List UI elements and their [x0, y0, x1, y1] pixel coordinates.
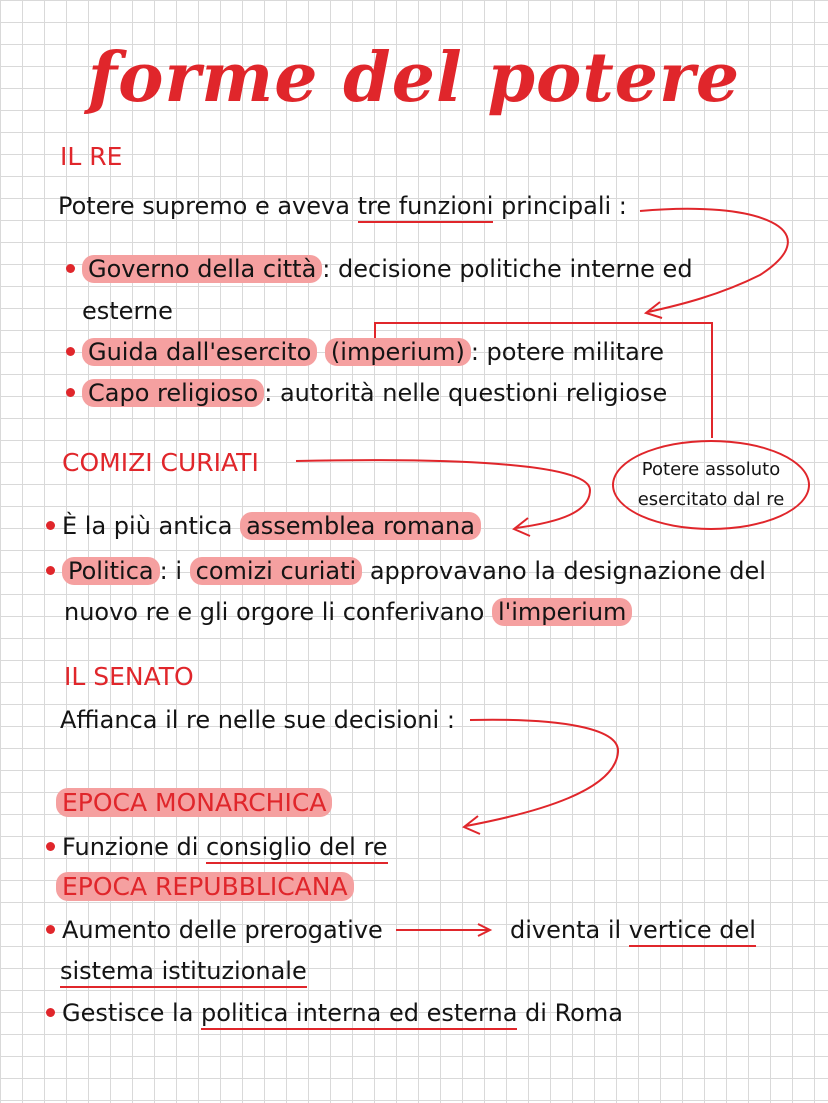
senato-gestisce-text: Gestisce la [62, 999, 202, 1027]
comizi-bullet-politica [46, 557, 766, 585]
comizi-bullet-antica [46, 512, 481, 540]
highlight-capo: Capo religioso [82, 379, 264, 407]
bullet-dot [66, 264, 75, 273]
re-bullet-governo-text: : decisione politiche interne ed [322, 255, 693, 283]
section-heading-re: IL RE [60, 142, 123, 171]
underline-vertice: vertice del [629, 916, 756, 947]
bullet-dot [46, 566, 55, 575]
comizi-bullet-politica-text: approvavano la designazione del [362, 557, 766, 585]
bullet-dot [46, 925, 55, 934]
bullet-dot [46, 1008, 55, 1017]
senato-diventa [510, 916, 756, 944]
section-heading-senato: IL SENATO [64, 662, 194, 691]
re-intro-text: Potere supremo e aveva [58, 192, 358, 220]
underline-consiglio: consiglio del re [206, 833, 388, 864]
re-bullet-capo-text: : autorità nelle questioni religiose [264, 379, 668, 407]
highlight-guida: Guida dall'esercito [82, 338, 317, 366]
underline-politica: politica interna ed esterna [201, 999, 517, 1030]
re-intro-underlined: tre funzioni [358, 192, 494, 223]
page-title: forme del potere [87, 38, 741, 118]
re-bullet-guida-text: : potere militare [470, 338, 664, 366]
re-bullet-governo-line2: esterne [82, 297, 173, 325]
comizi-bullet-politica-mid: : i [159, 557, 190, 585]
underline-sistema: sistema istituzionale [60, 957, 307, 988]
re-intro-text-end: principali : [493, 192, 627, 220]
comizi-bullet-politica-line2 [64, 598, 632, 626]
senato-bullet-gestisce [46, 999, 623, 1027]
note-bubble-line1: Potere assoluto [641, 459, 781, 480]
subheading-epoca-monarchica [56, 788, 332, 817]
highlight-epoca-monarchica: EPOCA MONARCHICA [56, 788, 332, 817]
re-bullet-capo [66, 379, 667, 407]
bullet-dot [46, 521, 55, 530]
highlight-assemblea: assemblea romana [240, 512, 481, 540]
highlight-governo: Governo della città [82, 255, 322, 283]
re-intro [58, 192, 627, 220]
bullet-dot [66, 347, 75, 356]
senato-intro: Affianca il re nelle sue decisioni : [60, 706, 455, 734]
senato-bullet-consiglio [46, 833, 388, 861]
highlight-imperium: (imperium) [325, 338, 471, 366]
comizi-line2-text: nuovo re e gli orgore li conferivano [64, 598, 492, 626]
re-bullet-governo [66, 255, 693, 283]
senato-diventa-text: diventa il [510, 916, 629, 944]
spacer [317, 338, 325, 366]
senato-bullet-prerogative [46, 916, 383, 944]
highlight-politica: Politica [62, 557, 160, 585]
highlight-imperium-2: l'imperium [492, 598, 632, 626]
section-heading-comizi: COMIZI CURIATI [62, 448, 259, 477]
re-bullet-guida [66, 338, 664, 366]
highlight-epoca-repubblicana: EPOCA REPUBBLICANA [56, 872, 354, 901]
comizi-bullet-antica-text: È la più antica [62, 512, 241, 540]
senato-prerogative-text: Aumento delle prerogative [62, 916, 383, 944]
note-bubble [612, 440, 810, 530]
bullet-dot [46, 842, 55, 851]
arrow-senato [466, 720, 618, 826]
senato-consiglio-text: Funzione di [62, 833, 206, 861]
senato-gestisce-end: di Roma [517, 999, 623, 1027]
highlight-comizi: comizi curiati [190, 557, 363, 585]
note-bubble-line2: esercitato dal re [637, 489, 785, 510]
bullet-dot [66, 388, 75, 397]
senato-prerogative-line2 [60, 957, 307, 985]
subheading-epoca-repubblicana [56, 872, 354, 901]
